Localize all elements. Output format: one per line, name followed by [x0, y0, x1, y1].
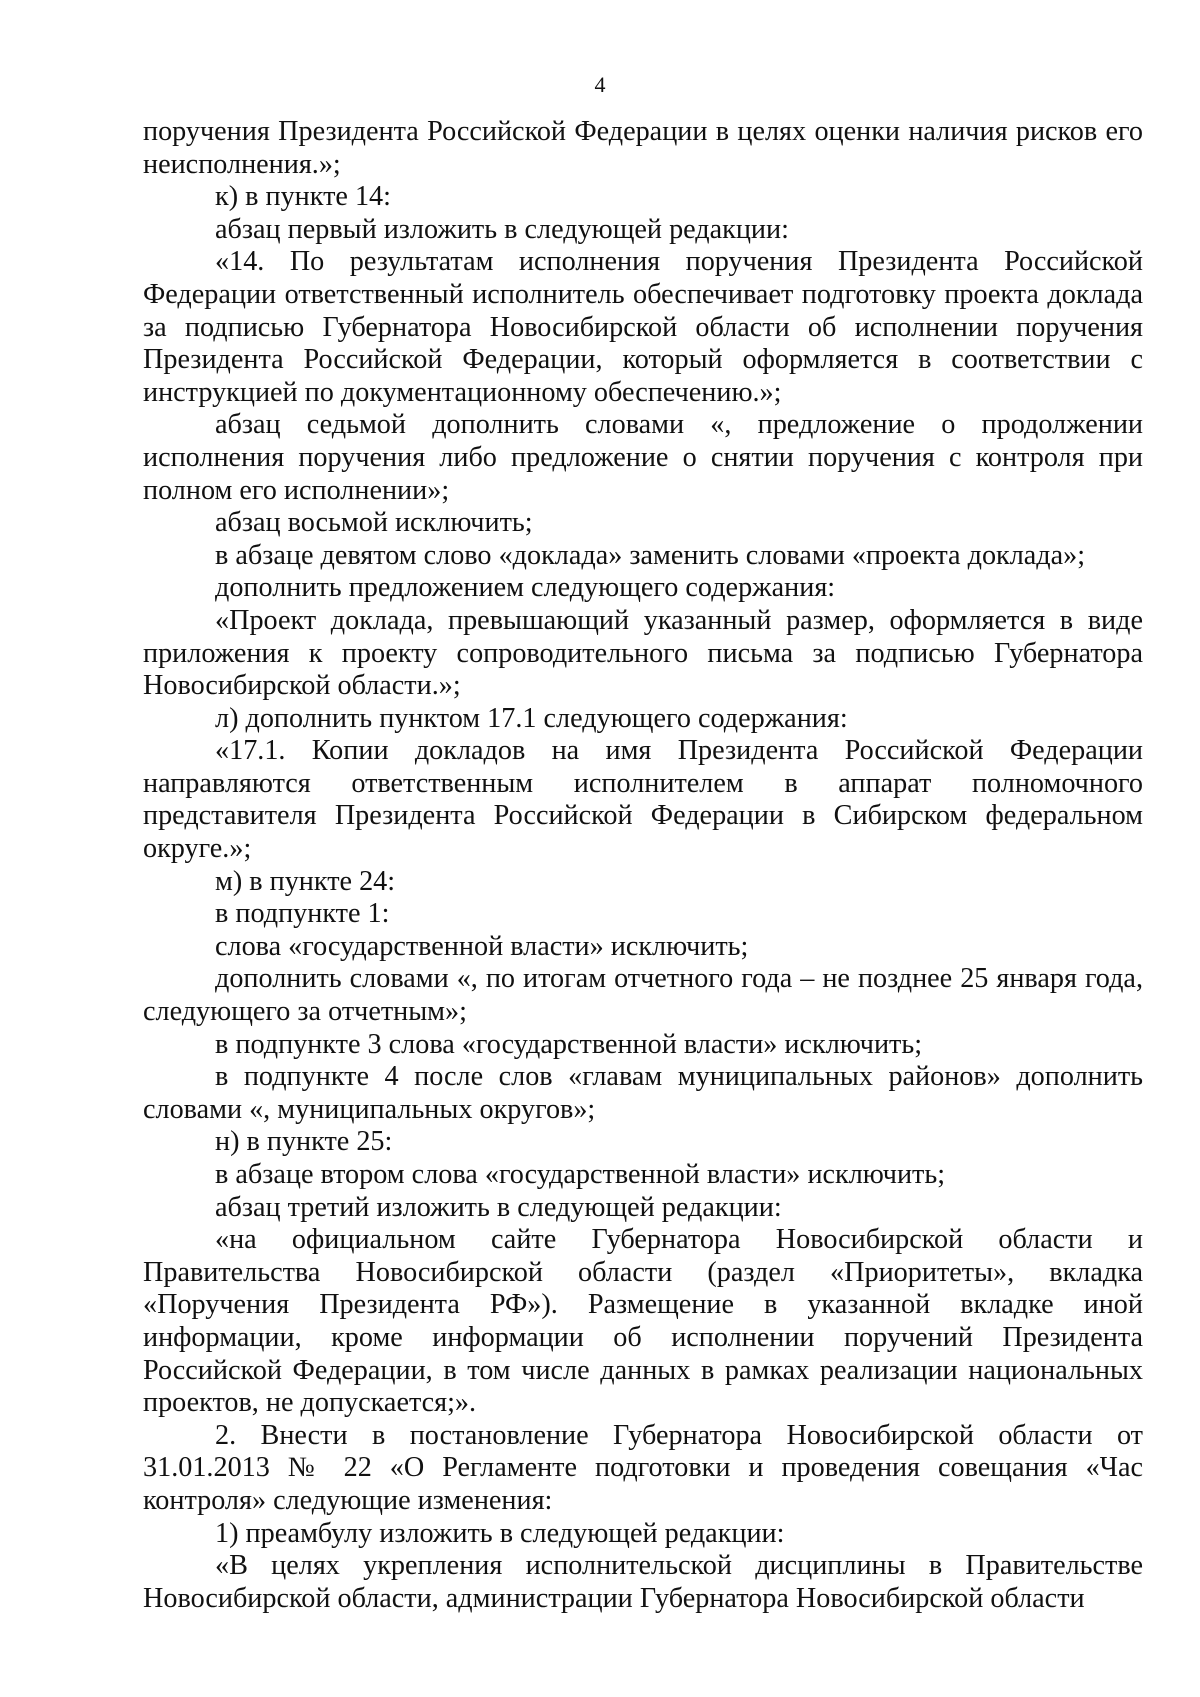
- paragraph: 1) преамбулу изложить в следующей редакции:: [215, 1517, 785, 1549]
- paragraph: дополнить словами «, по итогам отчетного года – не позднее 25 января года, следующего за отчетным»;: [143, 963, 1143, 1028]
- document-body: [143, 116, 1143, 1615]
- paragraph: л) дополнить пунктом 17.1 следующего содержания:: [215, 702, 848, 734]
- paragraph: м) в пункте 24:: [215, 865, 396, 897]
- paragraph: в подпункте 4 после слов «главам муниципальных районов» дополнить словами «, муниципальных округов»;: [143, 1061, 1143, 1125]
- paragraph: абзац третий изложить в следующей редакции:: [215, 1191, 782, 1223]
- paragraph: н) в пункте 25:: [215, 1126, 393, 1158]
- paragraph: слова «государственной власти» исключить;: [215, 930, 749, 962]
- paragraph: 2. Внести в постановление Губернатора Новосибирской области от 31.01.2013 № 22 «О Регламенте подготовки и проведения совещания «Час контроля» следующие изменения:: [143, 1419, 1143, 1516]
- paragraph: к) в пункте 14:: [215, 181, 391, 213]
- paragraph: абзац восьмой исключить;: [215, 507, 533, 539]
- page-number: 4: [594, 72, 606, 97]
- paragraph: «на официальном сайте Губернатора Новосибирской области и Правительства Новосибирской области (раздел «Приоритеты», вкладка «Поручения Президента РФ»). Размещение в указанной вкладке иной информации, кроме информации об исполнении поручений Президента Российской Федерации, в том числе данных в рамках реализации национальных проектов, не допускается;».: [143, 1224, 1143, 1419]
- paragraph: поручения Президента Российской Федерации в целях оценки наличия рисков его неисполнения.»;: [143, 116, 1143, 180]
- paragraph: в абзаце девятом слово «доклада» заменить словами «проекта доклада»;: [215, 539, 1086, 571]
- paragraph: в подпункте 3 слова «государственной власти» исключить;: [215, 1028, 923, 1060]
- paragraph: «В целях укрепления исполнительской дисциплины в Правительстве Новосибирской области, администрации Губернатора Новосибирской области: [143, 1550, 1143, 1614]
- paragraph: «17.1. Копии докладов на имя Президента Российской Федерации направляются ответственным исполнителем в аппарат полномочного представителя Президента Российской Федерации в Сибирском федеральном округе.»;: [143, 735, 1143, 865]
- paragraph: в подпункте 1:: [215, 898, 390, 930]
- paragraph: «Проект доклада, превышающий указанный размер, оформляется в виде приложения к проекту сопроводительного письма за подписью Губернатора Новосибирской области.»;: [143, 604, 1143, 702]
- paragraph: абзац седьмой дополнить словами «, предложение о продолжении исполнения поручения либо предложение о снятии поручения с контроля при полном его исполнении»;: [143, 409, 1143, 506]
- paragraph: дополнить предложением следующего содержания:: [215, 572, 836, 604]
- paragraph: в абзаце втором слова «государственной власти» исключить;: [215, 1159, 946, 1190]
- paragraph: абзац первый изложить в следующей редакции:: [215, 213, 789, 245]
- paragraph: «14. По результатам исполнения поручения Президента Российской Федерации ответственный исполнитель обеспечивает подготовку проекта доклада за подписью Губернатора Новосибирской области об исполнении поручения Президента Российской Федерации, который оформляется в соответствии с инструкцией по документационному обеспечению.»;: [143, 246, 1143, 408]
